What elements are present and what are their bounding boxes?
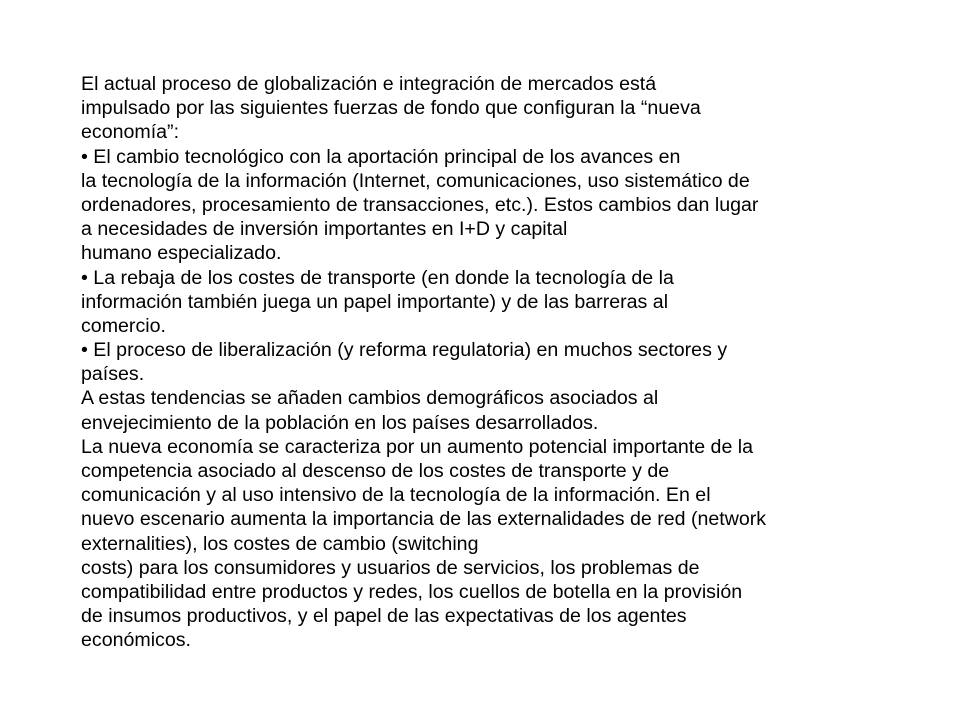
bullet-line: • El proceso de liberalización (y reforma regulatoria) en muchos sectores y xyxy=(81,339,728,362)
text-line: A estas tendencias se añaden cambios demográficos asociados al xyxy=(81,387,659,410)
body-text xyxy=(81,72,881,653)
text-line: países. xyxy=(81,363,145,386)
text-line: economía”: xyxy=(81,121,180,144)
bullet-line: • La rebaja de los costes de transporte (en donde la tecnología de la xyxy=(81,266,674,289)
text-line: de insumos productivos, y el papel de las expectativas de los agentes xyxy=(81,605,687,628)
text-line: competencia asociado al descenso de los costes de transporte y de xyxy=(81,460,670,482)
text-line: comunicación y al uso intensivo de la tecnología de la información. En el xyxy=(81,484,711,507)
text-line: compatibilidad entre productos y redes, los cuellos de botella en la provisión xyxy=(81,580,743,603)
text-line: ordenadores, procesamiento de transacciones, etc.). Estos cambios dan lugar xyxy=(81,193,759,216)
text-line: información también juega un papel importante) y de las barreras al xyxy=(81,290,669,313)
text-line: nuevo escenario aumenta la importancia de las externalidades de red (network xyxy=(81,508,767,531)
text-line: económicos. xyxy=(81,629,191,652)
text-line: humano especializado. xyxy=(81,242,282,265)
text-line: costs) para los consumidores y usuarios de servicios, los problemas de xyxy=(81,556,700,579)
text-line: la tecnología de la información (Internet, comunicaciones, uso sistemático de xyxy=(81,169,750,192)
text-line: externalities), los costes de cambio (switching xyxy=(81,532,479,555)
text-line: a necesidades de inversión importantes en I+D y capital xyxy=(81,218,568,241)
text-line: envejecimiento de la población en los países desarrollados. xyxy=(81,411,599,434)
text-line: La nueva economía se caracteriza por un aumento potencial importante de la xyxy=(81,435,754,458)
text-line: impulsado por las siguientes fuerzas de fondo que configuran la “nueva xyxy=(81,97,701,120)
text-line: El actual proceso de globalización e integración de mercados está xyxy=(81,73,657,95)
text-line: comercio. xyxy=(81,314,166,337)
bullet-line: • El cambio tecnológico con la aportación principal de los avances en xyxy=(81,145,681,168)
